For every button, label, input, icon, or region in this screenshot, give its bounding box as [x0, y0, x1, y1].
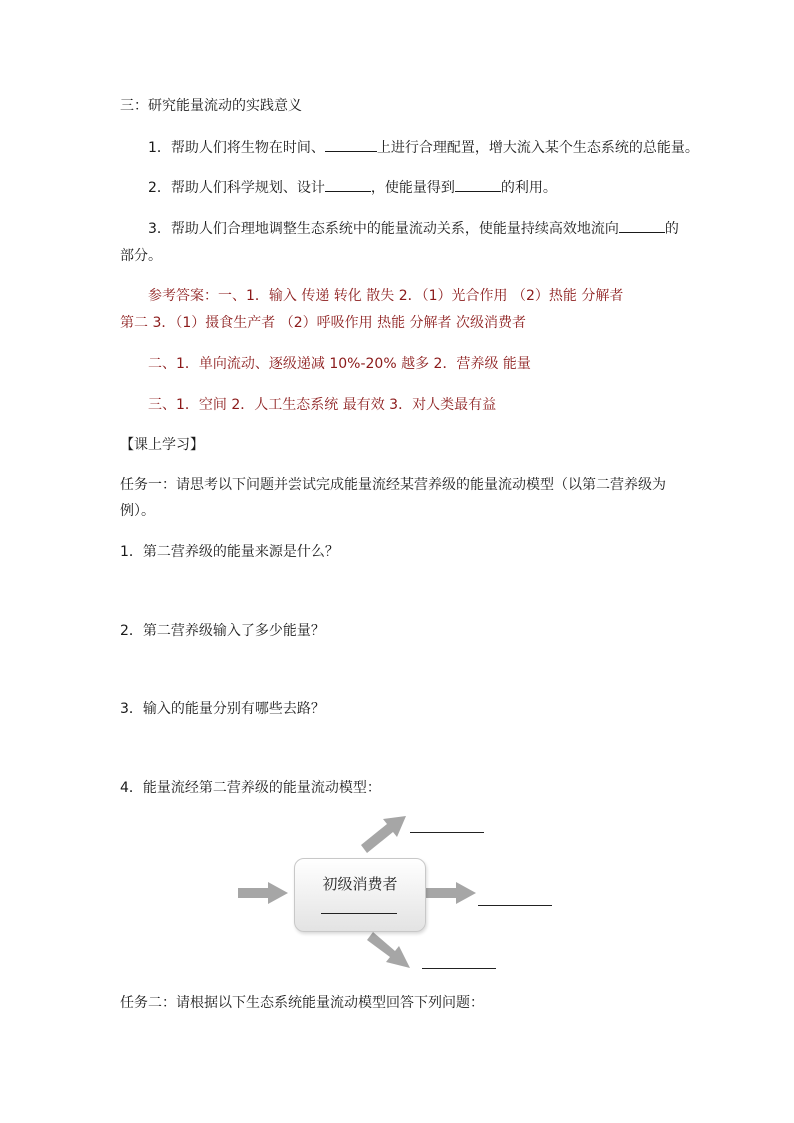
task1-text-cont: 例）。 [120, 503, 155, 519]
up-arrow-icon [361, 816, 406, 853]
answer-line-2: 第二 3．（1）摄食生产者 （2）呼吸作用 热能 分解者 次级消费者 [120, 315, 526, 331]
top-answer-blank [410, 832, 484, 833]
bottom-answer-blank [422, 968, 496, 969]
section3-heading: 三：研究能量流动的实践意义 [120, 98, 302, 114]
right-answer-blank [478, 905, 552, 906]
task2-text: 任务二：请根据以下生态系统能量流动模型回答下列问题： [120, 995, 484, 1011]
practice-item-3 [148, 218, 679, 239]
fill-blank [325, 137, 377, 152]
input-arrow-icon [238, 882, 288, 904]
question-3: 3．输入的能量分别有哪些去路？ [120, 701, 325, 717]
question-1: 1．第二营养级的能量来源是什么？ [120, 544, 339, 560]
answer-line-4: 三、1．空间 2．人工生态系统 最有效 3．对人类最有益 [148, 397, 497, 413]
fill-blank [455, 177, 501, 192]
practice-item-3-text-b: 的 [664, 221, 679, 237]
box-fill-blank [321, 913, 397, 914]
practice-item-1-text-a: 1．帮助人们将生物在时间、 [148, 140, 325, 156]
down-arrow-icon [367, 932, 410, 968]
practice-item-2-text-a: 2．帮助人们科学规划、设计 [148, 180, 325, 196]
primary-consumer-label: 初级消费者 [322, 875, 398, 893]
question-4: 4．能量流经第二营养级的能量流动模型： [120, 780, 381, 796]
practice-item-3-text-a: 3．帮助人们合理地调整生态系统中的能量流动关系，使能量持续高效地流向 [148, 221, 619, 237]
task1-text: 任务一：请思考以下问题并尝试完成能量流经某营养级的能量流动模型（以第二营养级为 [120, 477, 666, 493]
practice-item-2-text-b: ，使能量得到 [370, 180, 455, 196]
fill-blank [325, 177, 371, 192]
lesson-heading: 【课上学习】 [120, 437, 204, 453]
practice-item-1 [148, 137, 699, 158]
question-2: 2．第二营养级输入了多少能量？ [120, 623, 325, 639]
practice-item-2-text-c: 的利用。 [500, 180, 557, 196]
answer-line-3: 二、1．单向流动、逐级递减 10%-20% 越多 2．营养级 能量 [148, 356, 531, 372]
answer-line-1: 参考答案：一、1．输入 传递 转化 散失 2．（1）光合作用 （2）热能 分解者 [148, 288, 624, 304]
practice-item-2 [148, 177, 557, 198]
primary-consumer-box [294, 858, 426, 932]
fill-blank [619, 218, 665, 233]
energy-flow-diagram [230, 810, 570, 980]
practice-item-3-cont: 部分。 [120, 248, 162, 264]
right-arrow-icon [426, 882, 476, 904]
practice-item-1-text-b: 上进行合理配置，增大流入某个生态系统的总能量。 [376, 140, 699, 156]
